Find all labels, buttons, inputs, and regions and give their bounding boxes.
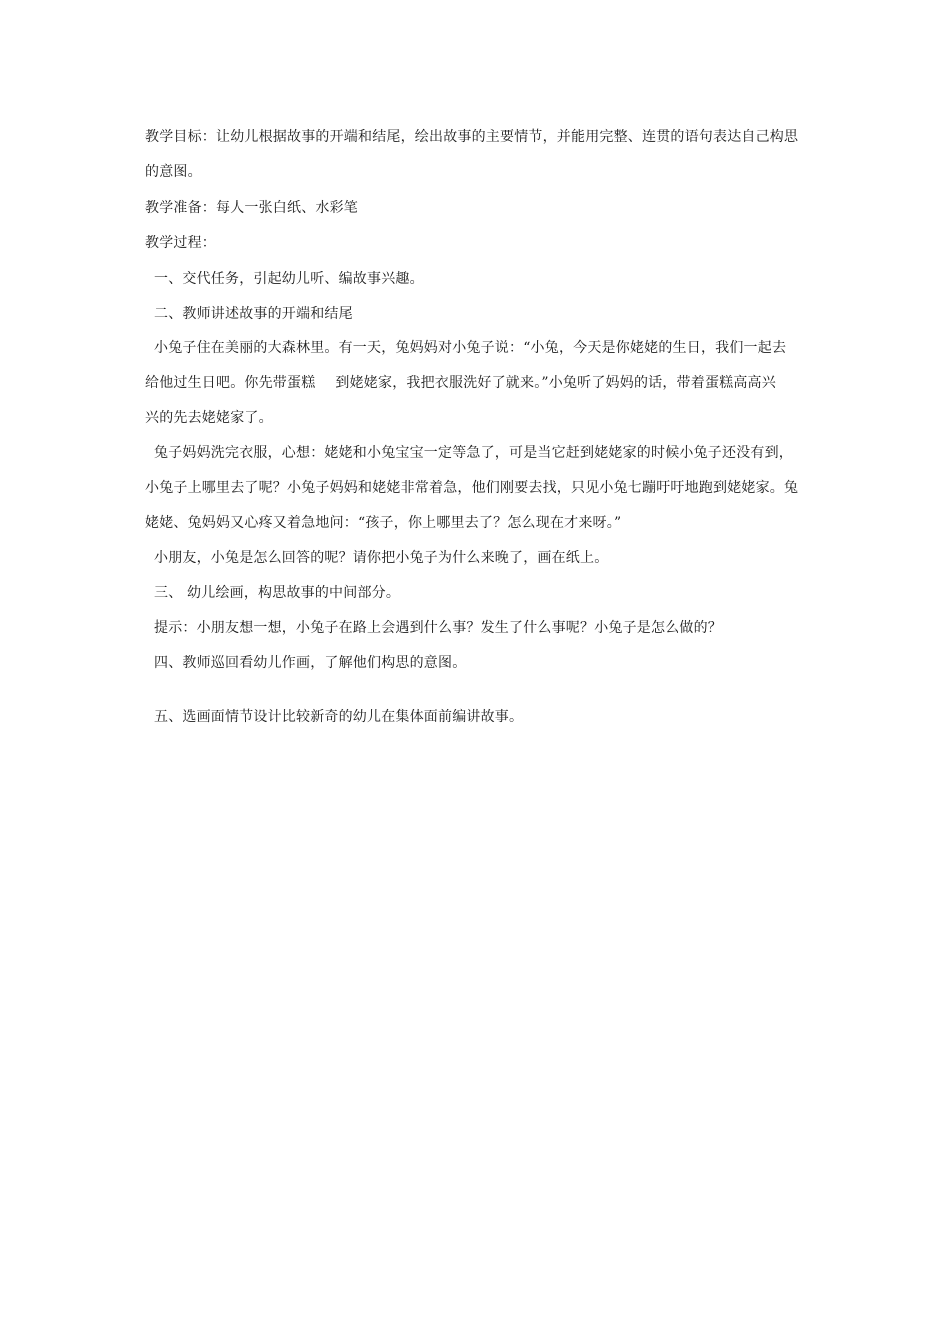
story-paragraph-1-line-2 — [145, 374, 776, 392]
story-paragraph-2-line-1: 兔子妈妈洗完衣服，心想：姥姥和小兔宝宝一定等急了，可是当它赶到姥姥家的时候小兔子还没有到， — [154, 445, 793, 461]
teaching-goal-line-1: 教学目标：让幼儿根据故事的开端和结尾，绘出故事的主要情节，并能用完整、连贯的语句表达自己构思 — [145, 129, 799, 145]
story-paragraph-1-line-3: 兴的先去姥姥家了。 — [145, 410, 273, 426]
step-five: 五、选画面情节设计比较新奇的幼儿在集体面前编讲故事。 — [154, 709, 524, 725]
step-three: 三、 幼儿绘画，构思故事的中间部分。 — [154, 585, 401, 601]
story-line-2-part-a: 给他过生日吧。你先带蛋糕 — [145, 375, 316, 391]
question-prompt: 小朋友，小兔是怎么回答的呢？请你把小兔子为什么来晚了，画在纸上。 — [154, 550, 609, 566]
step-two: 二、教师讲述故事的开端和结尾 — [154, 306, 353, 322]
hint-text: 提示：小朋友想一想，小兔子在路上会遇到什么事？发生了什么事呢？小兔子是怎么做的？ — [154, 620, 722, 636]
story-paragraph-2-line-3: 姥姥、兔妈妈又心疼又着急地问：“孩子，你上哪里去了？怎么现在才来呀。” — [145, 515, 622, 531]
teaching-process-heading: 教学过程： — [145, 235, 216, 251]
step-one: 一、交代任务，引起幼儿听、编故事兴趣。 — [154, 271, 424, 287]
teaching-preparation: 教学准备：每人一张白纸、水彩笔 — [145, 200, 358, 216]
story-paragraph-1-line-1: 小兔子住在美丽的大森林里。有一天，兔妈妈对小兔子说：“小兔，今天是你姥姥的生日，我们一起去 — [154, 340, 787, 356]
story-line-2-part-b: 到姥姥家，我把衣服洗好了就来。”小兔听了妈妈的话，带着蛋糕高高兴 — [335, 375, 776, 391]
story-paragraph-2-line-2: 小兔子上哪里去了呢？小兔子妈妈和姥姥非常着急，他们刚要去找，只见小兔七蹦吁吁地跑到姥姥家。兔 — [145, 480, 799, 496]
step-four: 四、教师巡回看幼儿作画，了解他们构思的意图。 — [154, 655, 467, 671]
teaching-goal-line-2: 的意图。 — [145, 164, 202, 180]
